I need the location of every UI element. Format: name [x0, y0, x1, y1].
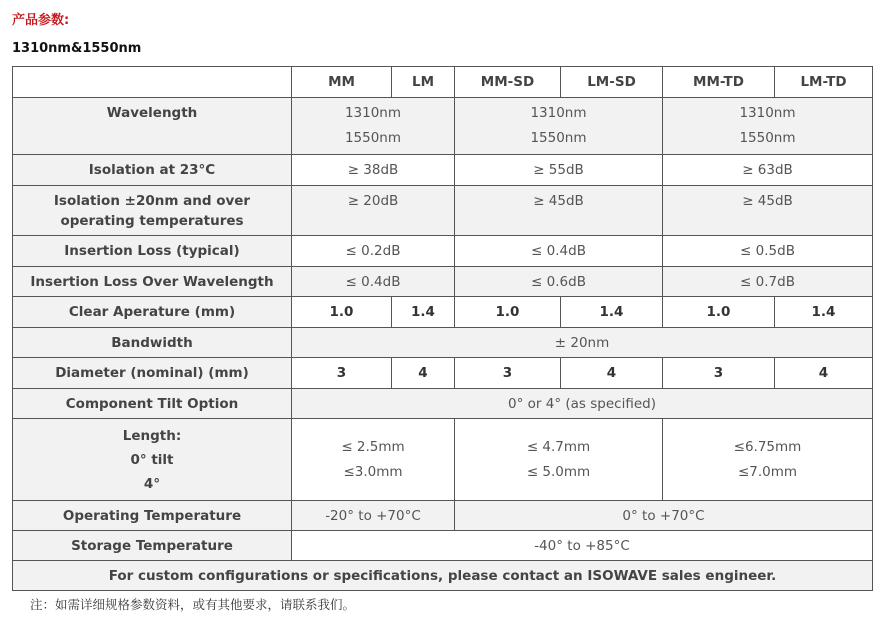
- cell-insertion-loss-wl-3: ≤ 0.7dB: [663, 267, 873, 297]
- cell-wavelength-3: 1310nm 1550nm: [663, 98, 873, 155]
- cell-insertion-loss-wl-2: ≤ 0.6dB: [455, 267, 663, 297]
- row-isolation-temp: [13, 186, 873, 236]
- cell-operating-temp-2: 0° to +70°C: [455, 501, 873, 531]
- cell-isolation-23-3: ≥ 63dB: [663, 155, 873, 186]
- col-header-mm-sd: MM-SD: [455, 67, 561, 98]
- label-tilt: Component Tilt Option: [13, 389, 292, 419]
- cell-diameter-lm: 4: [392, 358, 455, 389]
- section-title: 产品参数:: [12, 13, 70, 28]
- row-footer: [13, 561, 873, 591]
- row-isolation-23: [13, 155, 873, 186]
- cell-clear-aperture-mm-sd: 1.0: [455, 297, 561, 328]
- col-header-mm: MM: [292, 67, 392, 98]
- label-operating-temp: Operating Temperature: [13, 501, 292, 531]
- footnote: 注：如需详细规格参数资料，或有其他要求，请联系我们。: [30, 597, 356, 612]
- label-isolation-temp: Isolation ±20nm and over operating temperatures: [13, 186, 292, 236]
- label-clear-aperture: Clear Aperature (mm): [13, 297, 292, 328]
- cell-storage-temp: -40° to +85°C: [292, 531, 873, 561]
- cell-clear-aperture-mm-td: 1.0: [663, 297, 775, 328]
- header-row: [13, 67, 873, 98]
- header-corner: [13, 67, 292, 98]
- cell-length-3: ≤6.75mm ≤7.0mm: [663, 419, 873, 501]
- row-insertion-loss-wl: [13, 267, 873, 297]
- cell-diameter-mm-td: 3: [663, 358, 775, 389]
- cell-isolation-temp-1: ≥ 20dB: [292, 186, 455, 236]
- label-bandwidth: Bandwidth: [13, 328, 292, 358]
- row-wavelength: [13, 98, 873, 155]
- row-operating-temp: [13, 501, 873, 531]
- cell-length-1: ≤ 2.5mm ≤3.0mm: [292, 419, 455, 501]
- label-storage-temp: Storage Temperature: [13, 531, 292, 561]
- cell-clear-aperture-mm: 1.0: [292, 297, 392, 328]
- row-diameter: [13, 358, 873, 389]
- row-bandwidth: [13, 328, 873, 358]
- col-header-lm-td: LM-TD: [775, 67, 873, 98]
- row-tilt: [13, 389, 873, 419]
- col-header-lm-sd: LM-SD: [561, 67, 663, 98]
- footer-contact-text: For custom configurations or specifications, please contact an ISOWAVE sales engineer.: [13, 561, 873, 591]
- cell-isolation-23-1: ≥ 38dB: [292, 155, 455, 186]
- cell-wavelength-2: 1310nm 1550nm: [455, 98, 663, 155]
- cell-insertion-loss-1: ≤ 0.2dB: [292, 236, 455, 267]
- row-length: [13, 419, 873, 501]
- row-clear-aperture: [13, 297, 873, 328]
- product-subtitle: 1310nm&1550nm: [12, 41, 142, 56]
- cell-isolation-temp-2: ≥ 45dB: [455, 186, 663, 236]
- cell-diameter-lm-td: 4: [775, 358, 873, 389]
- cell-clear-aperture-lm-td: 1.4: [775, 297, 873, 328]
- cell-diameter-mm: 3: [292, 358, 392, 389]
- cell-bandwidth: ± 20nm: [292, 328, 873, 358]
- cell-insertion-loss-wl-1: ≤ 0.4dB: [292, 267, 455, 297]
- cell-clear-aperture-lm-sd: 1.4: [561, 297, 663, 328]
- cell-length-2: ≤ 4.7mm ≤ 5.0mm: [455, 419, 663, 501]
- label-insertion-loss: Insertion Loss (typical): [13, 236, 292, 267]
- label-diameter: Diameter (nominal) (mm): [13, 358, 292, 389]
- cell-diameter-lm-sd: 4: [561, 358, 663, 389]
- cell-wavelength-1: 1310nm 1550nm: [292, 98, 455, 155]
- cell-clear-aperture-lm: 1.4: [392, 297, 455, 328]
- label-isolation-23: Isolation at 23°C: [13, 155, 292, 186]
- cell-isolation-temp-3: ≥ 45dB: [663, 186, 873, 236]
- label-insertion-loss-wl: Insertion Loss Over Wavelength: [13, 267, 292, 297]
- label-wavelength: Wavelength: [13, 98, 292, 155]
- cell-isolation-23-2: ≥ 55dB: [455, 155, 663, 186]
- cell-diameter-mm-sd: 3: [455, 358, 561, 389]
- label-length: Length: 0° tilt 4°: [13, 419, 292, 501]
- cell-insertion-loss-2: ≤ 0.4dB: [455, 236, 663, 267]
- spec-table: [12, 66, 873, 591]
- cell-operating-temp-1: -20° to +70°C: [292, 501, 455, 531]
- row-storage-temp: [13, 531, 873, 561]
- col-header-mm-td: MM-TD: [663, 67, 775, 98]
- cell-insertion-loss-3: ≤ 0.5dB: [663, 236, 873, 267]
- col-header-lm: LM: [392, 67, 455, 98]
- row-insertion-loss: [13, 236, 873, 267]
- cell-tilt: 0° or 4° (as specified): [292, 389, 873, 419]
